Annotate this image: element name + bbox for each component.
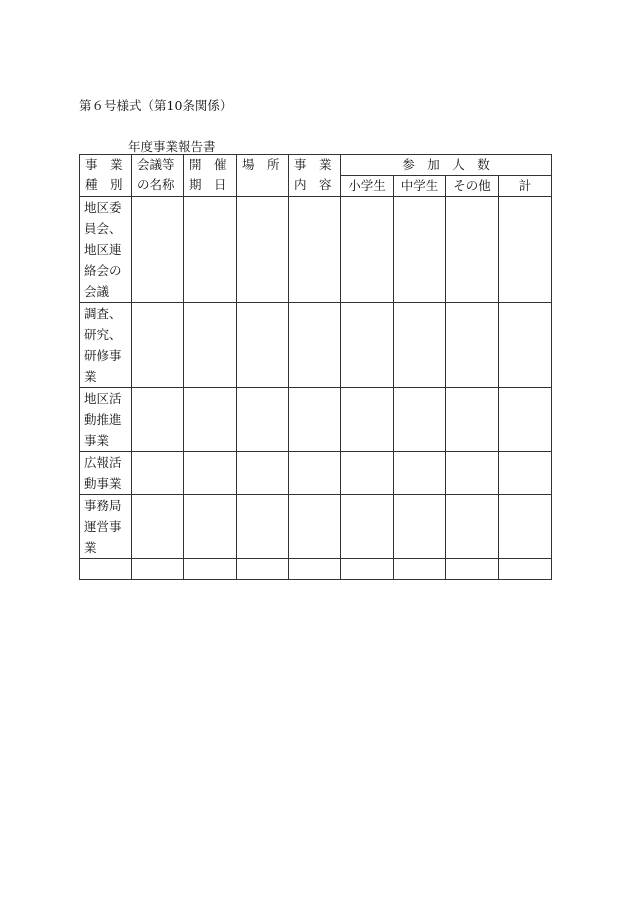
category-line: 研修事 <box>84 348 122 363</box>
header-date-line-2: 期 日 <box>189 177 227 192</box>
table-row <box>80 197 552 303</box>
form-number: 第６号様式（第10条関係） <box>79 98 233 113</box>
category-line: 業 <box>84 540 97 555</box>
category-line: 運営事 <box>84 519 122 534</box>
date-cell[interactable] <box>184 495 237 559</box>
category-line: 事業 <box>84 433 110 448</box>
header-content-line-2: 内 容 <box>294 177 332 192</box>
report-table <box>79 154 552 580</box>
junior-high-cell[interactable] <box>394 495 446 559</box>
total-cell[interactable] <box>499 559 552 580</box>
junior-high-cell[interactable] <box>394 197 446 303</box>
meeting-name-cell[interactable] <box>132 452 184 495</box>
category-cell <box>80 197 132 303</box>
content-cell[interactable] <box>289 303 341 388</box>
category-line: 動推進 <box>84 412 122 427</box>
header-row-1 <box>80 155 552 176</box>
elementary-cell[interactable] <box>341 452 394 495</box>
category-line: 動事業 <box>84 476 122 491</box>
header-participants: 参 加 人 数 <box>341 155 552 176</box>
header-meeting-name-line-1: 会議等 <box>137 157 175 172</box>
date-cell[interactable] <box>184 452 237 495</box>
header-place <box>237 155 289 197</box>
header-content-line-1: 事 業 <box>294 157 332 172</box>
header-content <box>289 155 341 197</box>
header-category-line-1: 事 業 <box>85 157 123 172</box>
total-cell[interactable] <box>499 303 552 388</box>
place-cell[interactable] <box>237 388 289 452</box>
report-title: 年度事業報告書 <box>128 139 216 154</box>
meeting-name-cell[interactable] <box>132 559 184 580</box>
junior-high-cell[interactable] <box>394 452 446 495</box>
elementary-cell[interactable] <box>341 495 394 559</box>
place-cell[interactable] <box>237 452 289 495</box>
category-cell[interactable] <box>80 559 132 580</box>
date-cell[interactable] <box>184 559 237 580</box>
junior-high-cell[interactable] <box>394 559 446 580</box>
place-cell[interactable] <box>237 559 289 580</box>
header-category <box>80 155 132 197</box>
date-cell[interactable] <box>184 388 237 452</box>
total-cell[interactable] <box>499 388 552 452</box>
meeting-name-cell[interactable] <box>132 388 184 452</box>
header-place-line-1: 場 所 <box>242 157 280 172</box>
other-cell[interactable] <box>446 452 499 495</box>
other-cell[interactable] <box>446 197 499 303</box>
category-line: 研究、 <box>84 327 122 342</box>
category-line: 業 <box>84 369 97 384</box>
other-cell[interactable] <box>446 495 499 559</box>
table-row <box>80 495 552 559</box>
elementary-cell[interactable] <box>341 303 394 388</box>
elementary-cell[interactable] <box>341 388 394 452</box>
meeting-name-cell[interactable] <box>132 495 184 559</box>
table-row <box>80 559 552 580</box>
content-cell[interactable] <box>289 495 341 559</box>
meeting-name-cell[interactable] <box>132 197 184 303</box>
content-cell[interactable] <box>289 197 341 303</box>
content-cell[interactable] <box>289 559 341 580</box>
meeting-name-cell[interactable] <box>132 303 184 388</box>
total-cell[interactable] <box>499 452 552 495</box>
content-cell[interactable] <box>289 388 341 452</box>
content-cell[interactable] <box>289 452 341 495</box>
place-cell[interactable] <box>237 303 289 388</box>
category-line: 広報活 <box>84 455 122 470</box>
header-meeting-name-line-2: の名称 <box>137 177 175 192</box>
table-row <box>80 388 552 452</box>
header-elementary: 小学生 <box>341 176 394 197</box>
date-cell[interactable] <box>184 197 237 303</box>
category-line: 地区活 <box>84 391 122 406</box>
elementary-cell[interactable] <box>341 197 394 303</box>
junior-high-cell[interactable] <box>394 388 446 452</box>
place-cell[interactable] <box>237 197 289 303</box>
category-cell <box>80 388 132 452</box>
category-line: 地区連 <box>84 242 122 257</box>
category-line: 絡会の <box>84 263 122 278</box>
junior-high-cell[interactable] <box>394 303 446 388</box>
category-cell <box>80 495 132 559</box>
header-place-line-2 <box>237 175 288 195</box>
header-junior-high: 中学生 <box>394 176 446 197</box>
category-line: 事務局 <box>84 498 122 513</box>
category-cell <box>80 303 132 388</box>
header-date-line-1: 開 催 <box>189 157 227 172</box>
category-line: 地区委 <box>84 200 122 215</box>
total-cell[interactable] <box>499 197 552 303</box>
other-cell[interactable] <box>446 303 499 388</box>
category-line: 員会、 <box>84 221 122 236</box>
elementary-cell[interactable] <box>341 559 394 580</box>
place-cell[interactable] <box>237 495 289 559</box>
header-meeting-name <box>132 155 184 197</box>
table-row <box>80 303 552 388</box>
table-row <box>80 452 552 495</box>
header-category-line-2: 種 別 <box>85 177 123 192</box>
date-cell[interactable] <box>184 303 237 388</box>
header-total: 計 <box>499 176 552 197</box>
category-cell <box>80 452 132 495</box>
category-line: 調査、 <box>84 306 122 321</box>
other-cell[interactable] <box>446 559 499 580</box>
header-other: その他 <box>446 176 499 197</box>
category-line: 会議 <box>84 284 110 299</box>
header-date <box>184 155 237 197</box>
other-cell[interactable] <box>446 388 499 452</box>
total-cell[interactable] <box>499 495 552 559</box>
